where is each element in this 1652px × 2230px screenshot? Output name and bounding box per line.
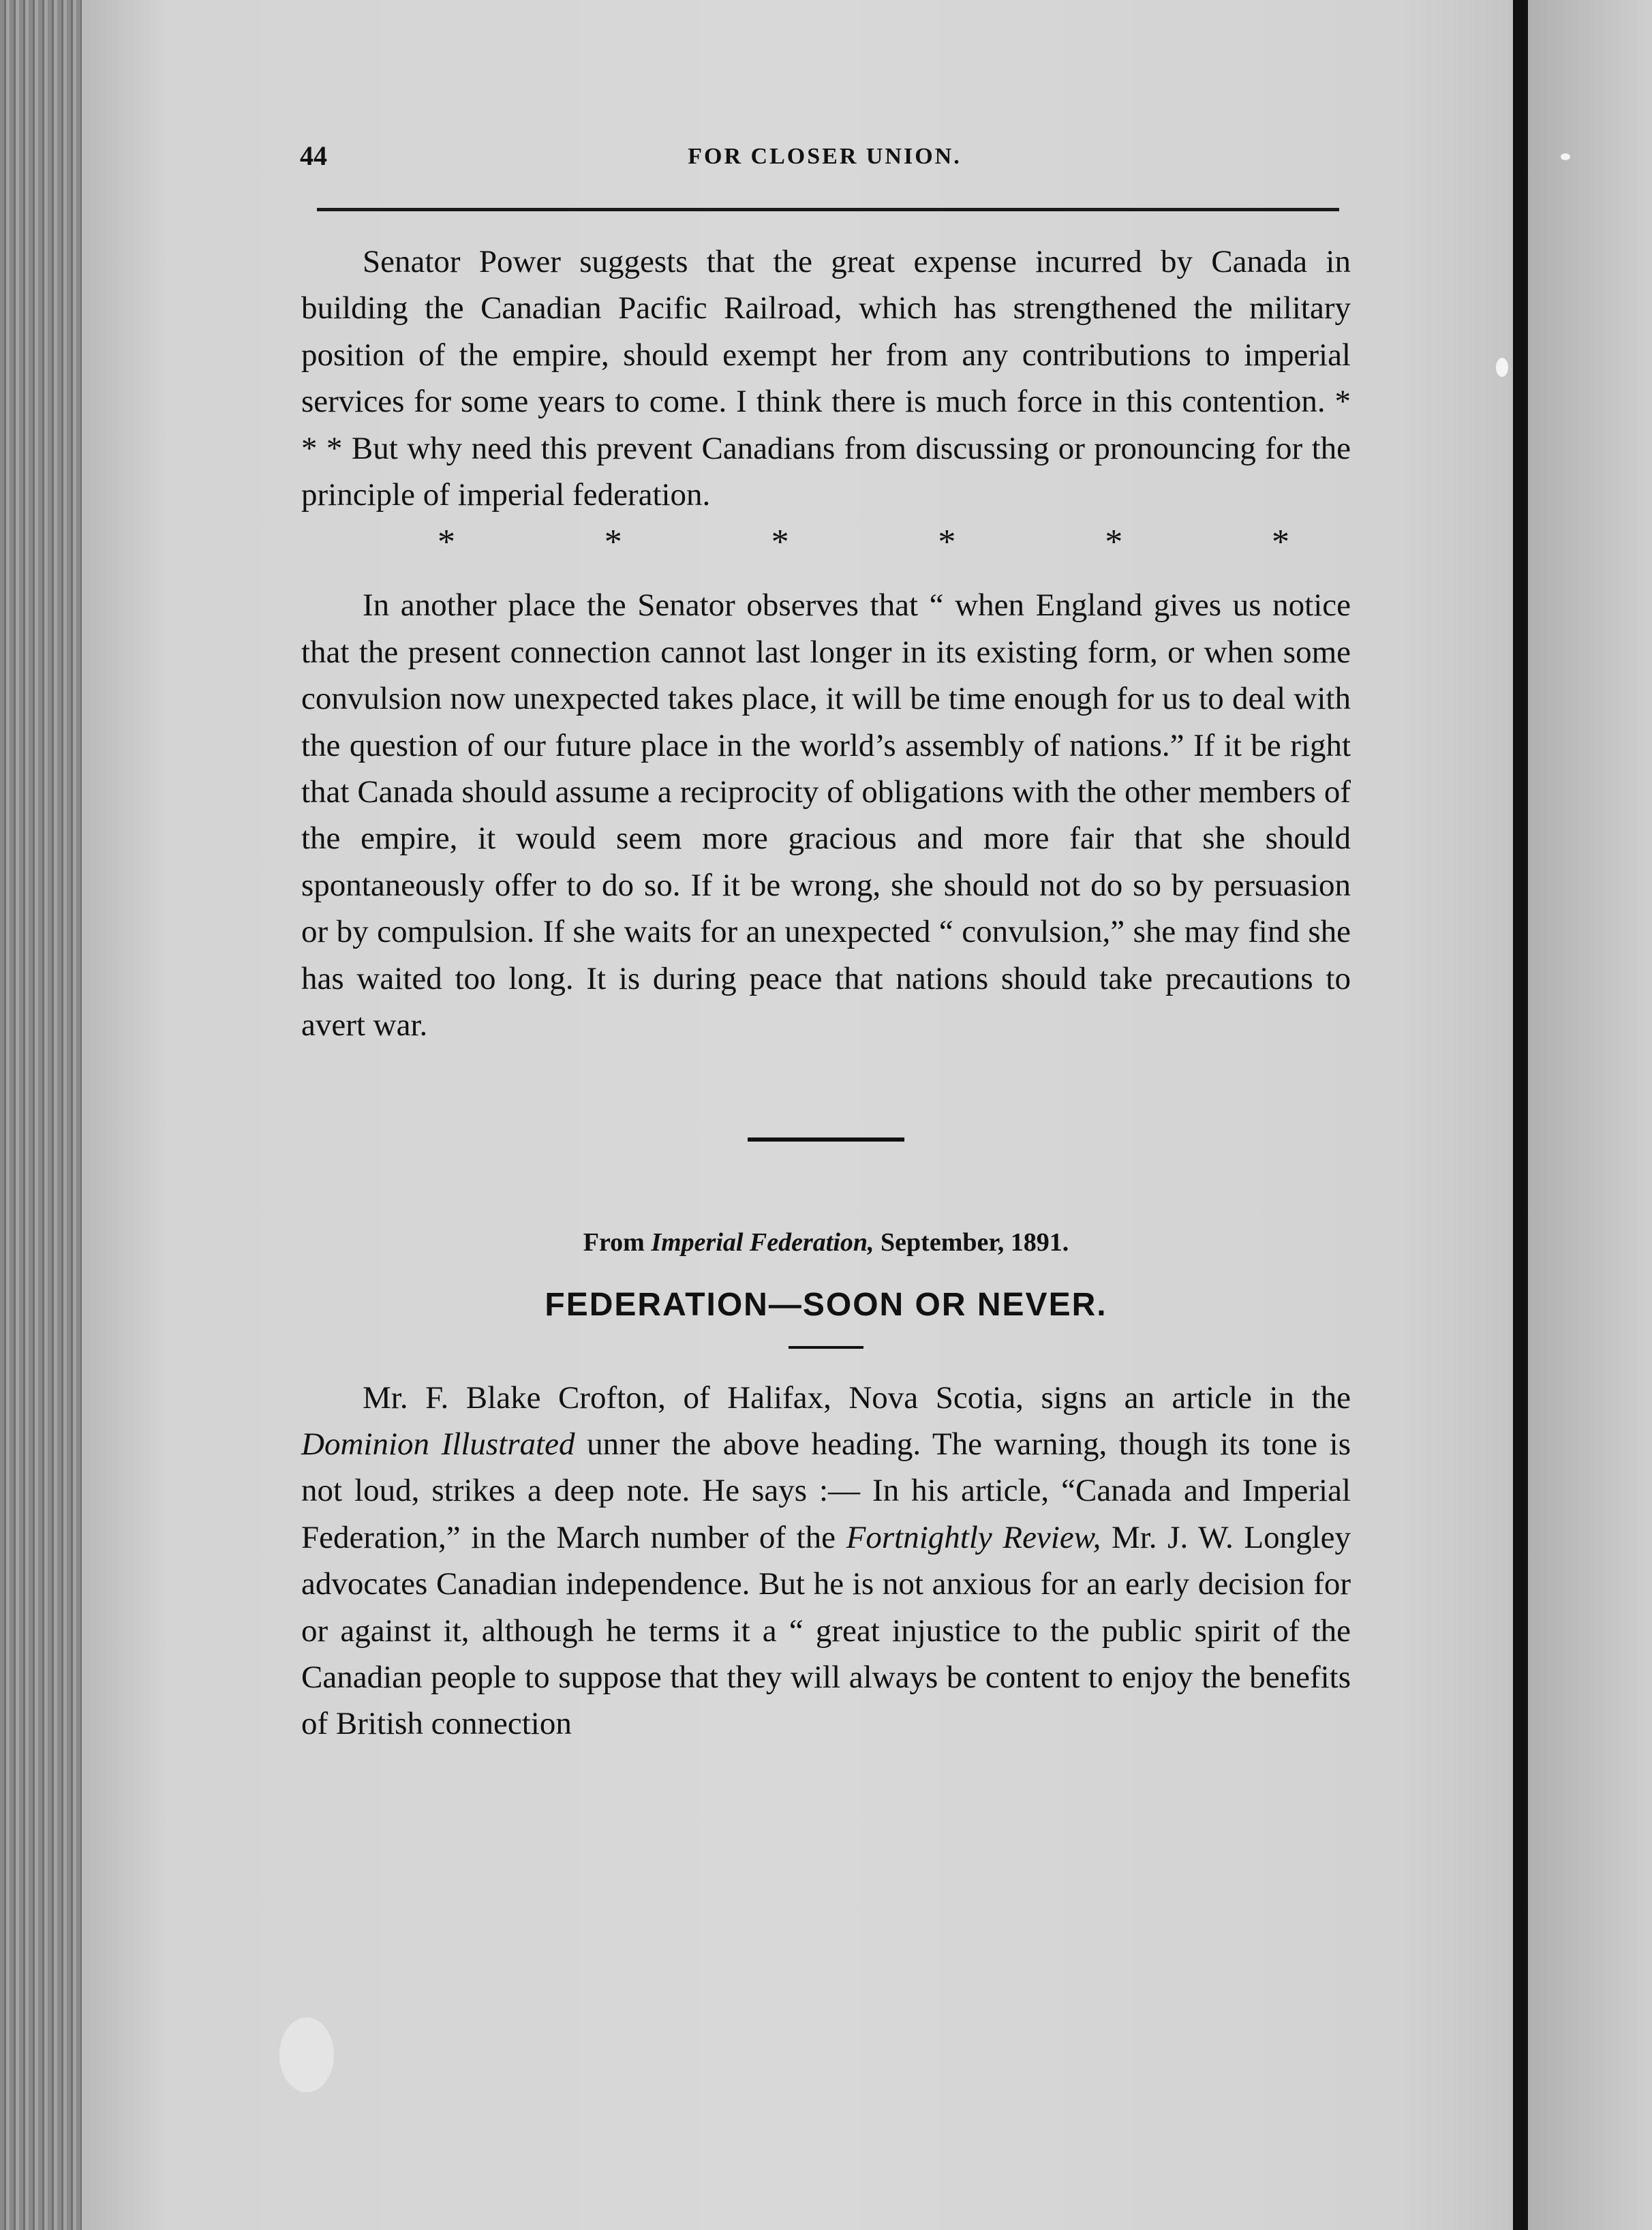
asterism: [301, 519, 1351, 574]
page-header: [300, 140, 1349, 181]
paragraph-senator-power: Senator Power suggests that the great expense incurred by Canada in building the Canadian Pacific Railroad, which has strengthened the military position of the empire, should exempt her from any contributions to imperial services for some years to come. I think there is much force in this contention. * * * But why need this prevent Canadians from discussing or pronouncing for the principle of imperial federation.: [301, 244, 1351, 513]
gutter-shadow: [1513, 0, 1528, 2230]
crofton-text-1: Mr. F. Blake Crofton, of Halifax, Nova Scotia, signs an article in the: [363, 1379, 1351, 1416]
crofton-text-2: unner the above heading. The warning, though its tone is not loud, strikes a deep note. He says :— In his article, “Canada and Imperial Federation,” in the March number of the: [301, 1426, 1351, 1555]
asterisk: *: [1105, 523, 1123, 562]
dust-speck: [279, 2017, 334, 2092]
asterisk: *: [1271, 523, 1289, 562]
paragraph-another-place: In another place the Senator observes that “ when England gives us notice that the present connection cannot last longer in its existing form, or when some convulsion now unexpected takes place, it will be time enough for us to deal with the question of our future place in the world’s assembly of nations.” If it be right that Canada should assume a reciprocity of obligations with the other members of the empire, it would seem more gracious and more fair that she should spontaneously offer to do so. If it be wrong, she should not do so by persuasion or by compulsion. If she waits for an unexpected “ convulsion,” she may find she has waited too long. It is during peace that nations should take precautions to avert war.: [301, 587, 1351, 1043]
running-head: FOR CLOSER UNION.: [688, 144, 962, 169]
header-rule: [317, 208, 1339, 211]
article-title: FEDERATION—SOON OR NEVER.: [545, 1286, 1107, 1323]
source-publication: Imperial Federation,: [651, 1227, 874, 1257]
paragraph-crofton: [301, 1375, 1351, 1747]
article-source: [301, 1225, 1351, 1259]
section-divider: [748, 1137, 904, 1142]
page-content: [301, 239, 1351, 1747]
asterisk: *: [604, 523, 622, 562]
source-date: September, 1891.: [874, 1227, 1069, 1257]
asterisk: *: [771, 523, 789, 562]
page-number: 44: [300, 140, 327, 171]
title-rule: [789, 1346, 863, 1349]
page-edge-stack: [0, 0, 82, 2230]
asterisk: *: [938, 523, 956, 562]
fortnightly-review-title: Fortnightly Review,: [846, 1519, 1101, 1555]
asterisk: *: [438, 523, 455, 562]
dust-speck: [1561, 153, 1570, 160]
dust-speck: [1496, 358, 1508, 377]
dominion-illustrated-title: Dominion Illustrated: [301, 1426, 575, 1462]
crofton-text-3: Mr. J. W. Longley advocates Canadian independence. But he is not anxious for an early decision for or against it, although he terms it a “ great injustice to the public spirit of the Canadian people to suppose that they will always be content to enjoy the benefits of British connection: [301, 1519, 1351, 1742]
facing-page-edge: [1528, 0, 1652, 2230]
source-prefix: From: [583, 1227, 652, 1257]
